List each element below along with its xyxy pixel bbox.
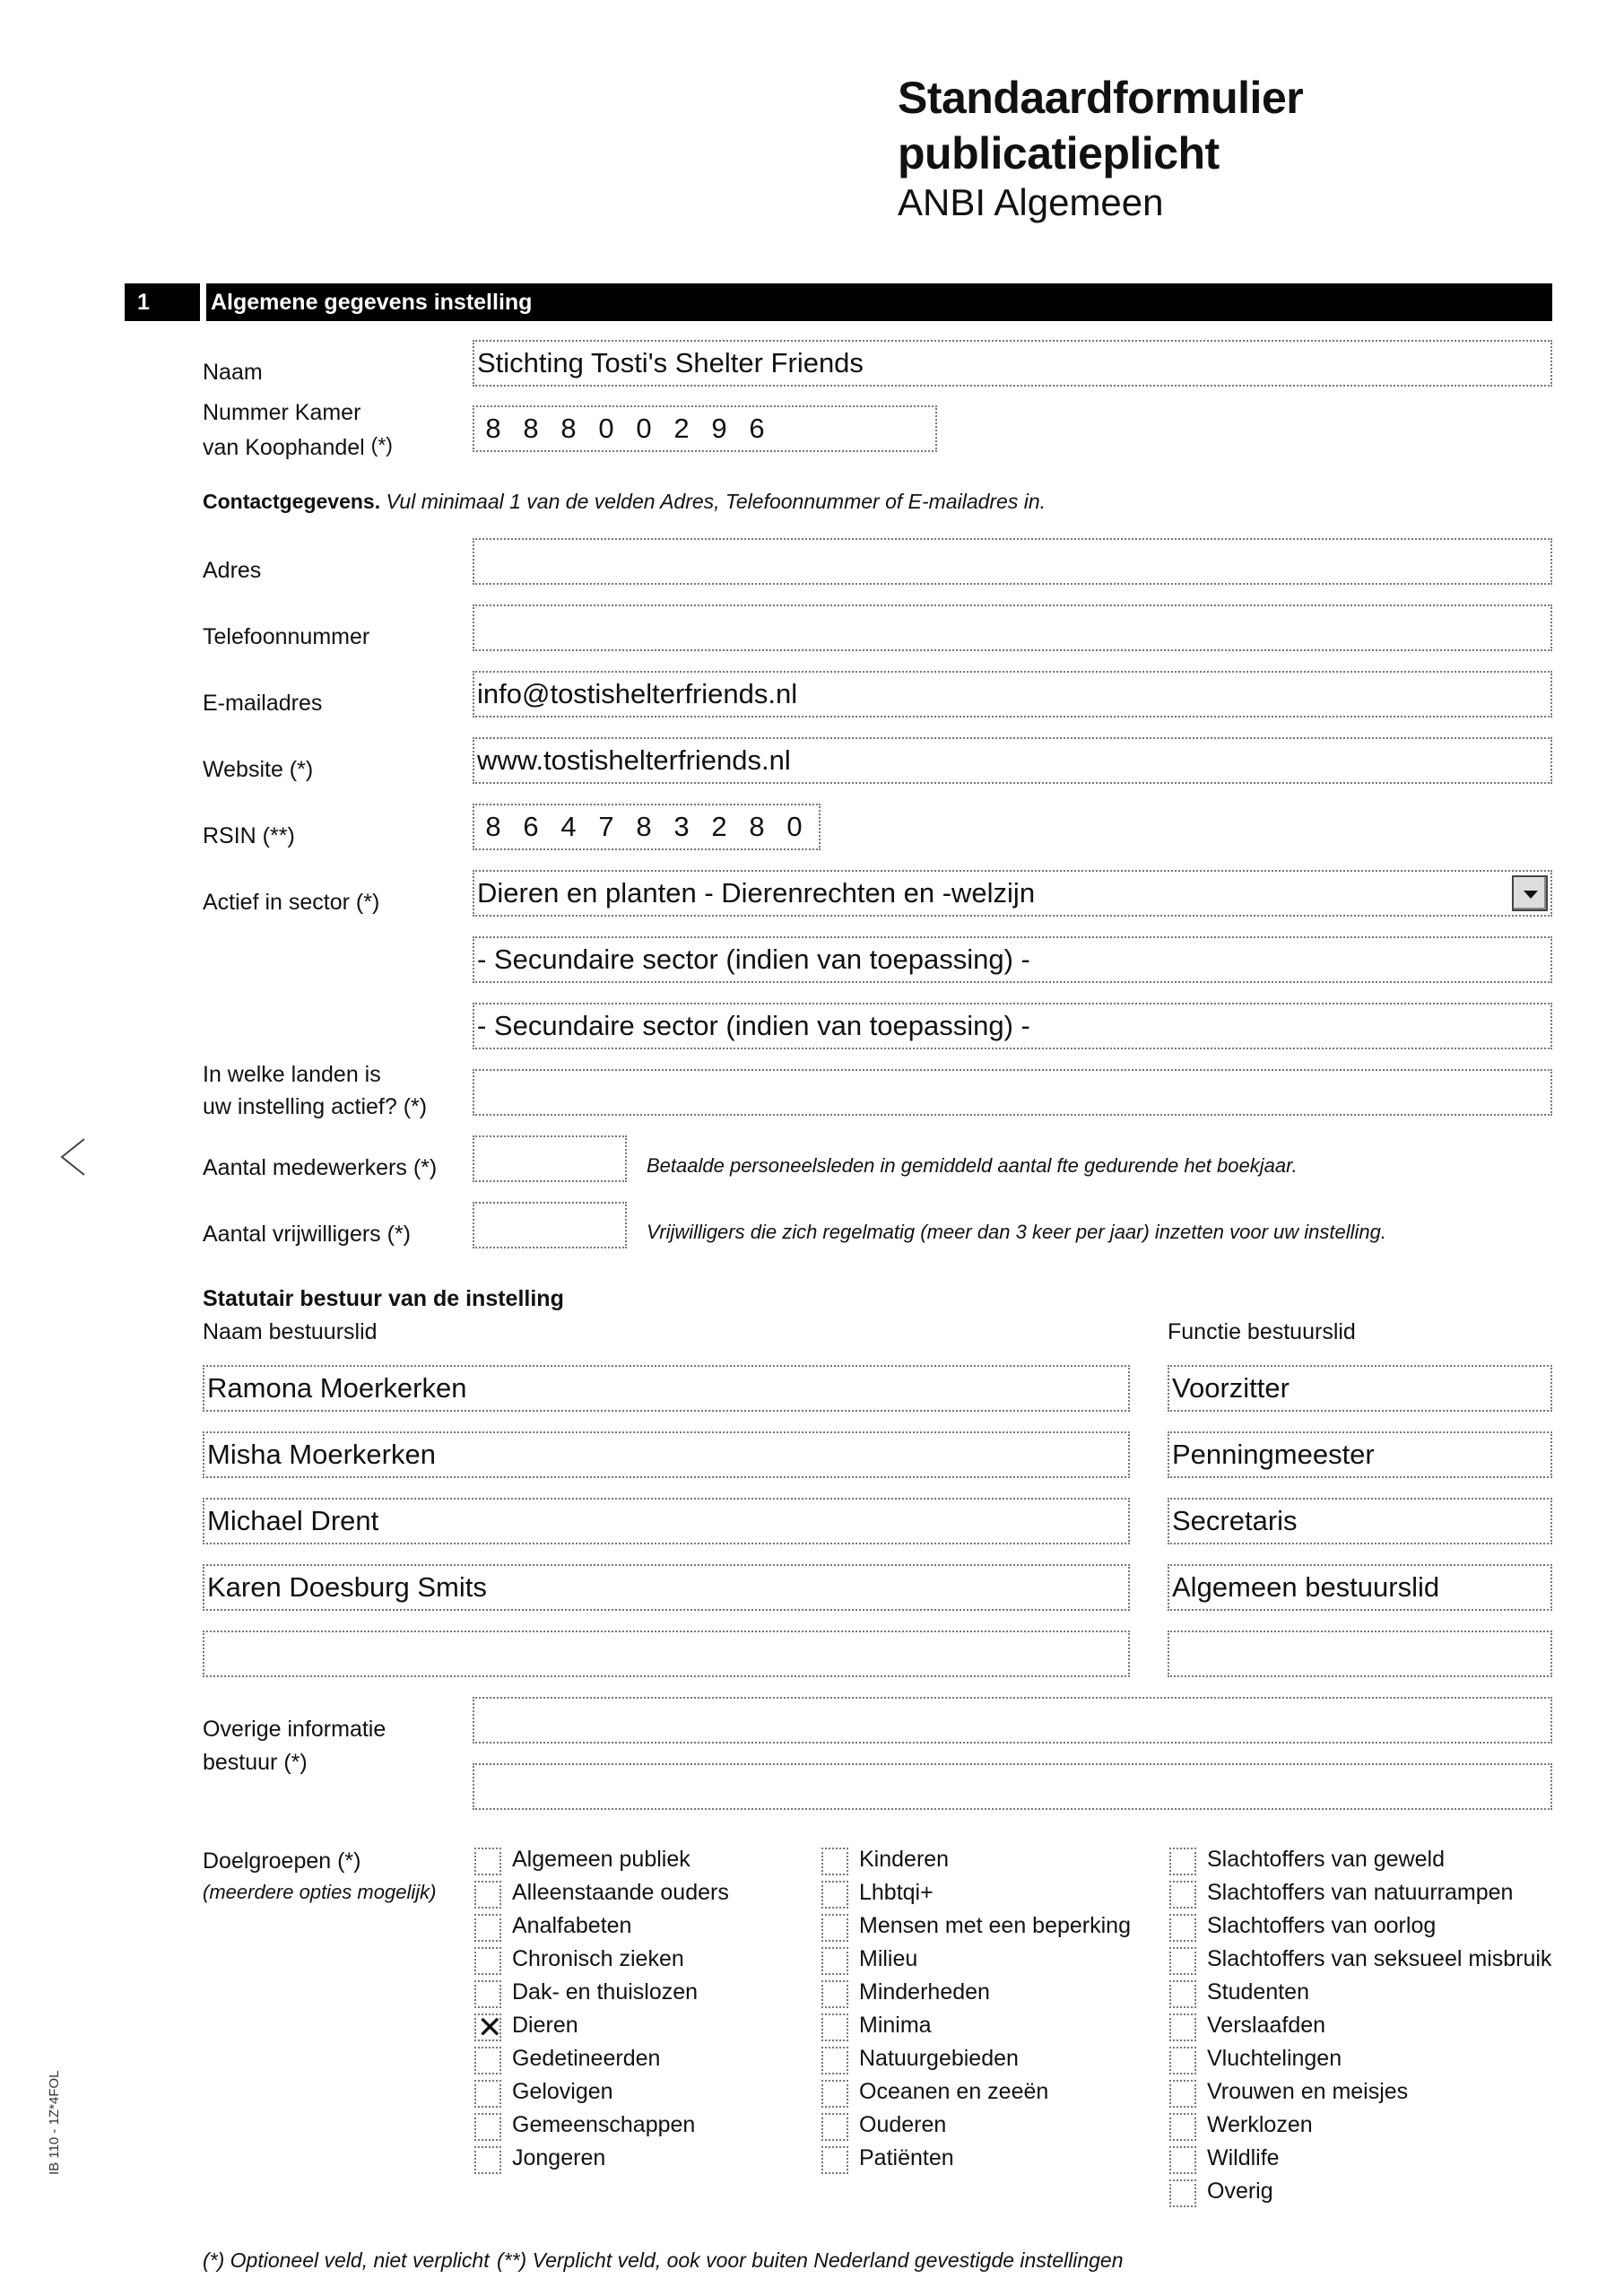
board-member-function-field[interactable]: Penningmeester <box>1168 1431 1552 1478</box>
checkbox[interactable] <box>821 2013 848 2041</box>
website-field[interactable]: www.tostishelterfriends.nl <box>473 737 1552 784</box>
landen-field[interactable] <box>473 1069 1552 1116</box>
checkbox[interactable] <box>474 2080 501 2108</box>
target-group-option-label: Gelovigen <box>512 2079 613 2104</box>
rsin-digit: 2 <box>711 811 727 842</box>
landen-label-line2: uw instelling actief? (*) <box>203 1094 428 1119</box>
target-group-option-label: Wildlife <box>1207 2145 1280 2170</box>
checkbox[interactable] <box>474 1914 501 1942</box>
medewerkers-field[interactable] <box>473 1135 627 1182</box>
target-group-option-label: Gemeenschappen <box>512 2112 696 2137</box>
checkbox[interactable] <box>474 2011 503 2045</box>
naam-field[interactable]: Stichting Tosti's Shelter Friends <box>473 340 1552 387</box>
kvk-digit: 0 <box>636 413 652 444</box>
target-group-option-label: Verslaafden <box>1207 2013 1326 2038</box>
telefoon-label: Telefoonnummer <box>203 624 370 649</box>
checkbox[interactable] <box>1169 1848 1196 1875</box>
footnote-required: (**) Verplicht veld, ook voor buiten Nederland gevestigde instellingen <box>497 2248 1124 2272</box>
target-group-option-label: Minima <box>859 2013 932 2038</box>
kvk-optional-marker: (*) <box>370 433 393 457</box>
checkbox[interactable] <box>1169 2080 1196 2108</box>
checkbox[interactable] <box>474 1980 501 2008</box>
target-group-option-label: Chronisch zieken <box>512 1946 684 1971</box>
other-info-label-line2: bestuur (*) <box>203 1750 308 1775</box>
target-groups-label: Doelgroepen (*) <box>203 1848 361 1874</box>
target-group-option-label: Slachtoffers van natuurrampen <box>1207 1880 1514 1905</box>
other-info-label-line1: Overige informatie <box>203 1717 386 1742</box>
kvk-digit: 8 <box>560 413 577 444</box>
secondary-sector-select-1[interactable]: - Secundaire sector (indien van toepassing) - <box>473 936 1552 983</box>
email-label: E-mailadres <box>203 691 323 716</box>
contact-instruction: Vul minimaal 1 van de velden Adres, Telefoonnummer of E-mailadres in. <box>386 490 1046 513</box>
rsin-digit: 3 <box>673 811 690 842</box>
target-group-option-label: Dieren <box>512 2013 578 2038</box>
target-group-option-label: Werklozen <box>1207 2112 1313 2137</box>
kvk-label-line2: van Koophandel <box>203 435 365 460</box>
rsin-field[interactable] <box>473 804 821 850</box>
kvk-label <box>203 429 393 465</box>
kvk-digit: 2 <box>673 413 690 444</box>
target-groups-hint: (meerdere opties mogelijk) <box>203 1881 437 1903</box>
rsin-digit: 7 <box>598 811 614 842</box>
rsin-label: RSIN (**) <box>203 823 295 848</box>
other-info-field-2[interactable] <box>473 1763 1552 1810</box>
website-label: Website (*) <box>203 757 314 782</box>
target-group-option-label: Algemeen publiek <box>512 1847 690 1872</box>
kvk-digit: 9 <box>711 413 727 444</box>
kvk-digit: 6 <box>749 413 765 444</box>
board-member-function-field[interactable]: Algemeen bestuurslid <box>1168 1564 1552 1611</box>
checkbox[interactable] <box>821 2113 848 2141</box>
kvk-digit: 8 <box>523 413 539 444</box>
email-field[interactable]: info@tostishelterfriends.nl <box>473 671 1552 718</box>
section-number: 1 <box>137 290 150 315</box>
checkbox[interactable] <box>821 1881 848 1909</box>
checkbox[interactable] <box>1169 2179 1196 2207</box>
telefoon-field[interactable] <box>473 604 1552 651</box>
target-group-option-label: Natuurgebieden <box>859 2046 1019 2071</box>
form-subtitle: ANBI Algemeen <box>898 181 1164 223</box>
medewerkers-label: Aantal medewerkers (*) <box>203 1155 438 1180</box>
contact-heading-title: Contactgegevens. <box>203 490 381 513</box>
board-member-function-field[interactable]: Voorzitter <box>1168 1365 1552 1412</box>
checkbox[interactable] <box>1169 1980 1196 2008</box>
target-group-option-label: Analfabeten <box>512 1913 632 1938</box>
target-group-option-label: Mensen met een beperking <box>859 1913 1131 1938</box>
vrijwilligers-label: Aantal vrijwilligers (*) <box>203 1222 411 1247</box>
checkbox[interactable] <box>474 2047 501 2074</box>
target-group-option-label: Milieu <box>859 1946 918 1971</box>
form-title <box>898 70 1303 181</box>
kvk-number-field[interactable] <box>473 405 937 452</box>
board-member-name-field[interactable]: Misha Moerkerken <box>203 1431 1130 1478</box>
checkbox[interactable] <box>474 1848 501 1875</box>
checkbox[interactable] <box>1169 1947 1196 1975</box>
board-member-function-field[interactable]: Secretaris <box>1168 1498 1552 1544</box>
target-group-option-label: Slachtoffers van geweld <box>1207 1847 1445 1872</box>
target-group-option-label: Slachtoffers van seksueel misbruik <box>1207 1946 1552 1971</box>
rsin-digit: 6 <box>523 811 539 842</box>
naam-label: Naam <box>203 360 263 385</box>
secondary-sector-select-2[interactable]: - Secundaire sector (indien van toepassing) - <box>473 1003 1552 1049</box>
target-group-option-label: Alleenstaande ouders <box>512 1880 729 1905</box>
target-group-option-label: Studenten <box>1207 1979 1309 2005</box>
rsin-digit: 4 <box>560 811 577 842</box>
section-header <box>125 283 1552 321</box>
board-heading: Statutair bestuur van de instelling <box>203 1286 564 1311</box>
landen-label-line1: In welke landen is <box>203 1062 381 1087</box>
section-divider <box>200 283 206 321</box>
checkbox[interactable] <box>821 1947 848 1975</box>
target-group-option-label: Jongeren <box>512 2145 606 2170</box>
rsin-digit: 0 <box>786 811 803 842</box>
vrijwilligers-field[interactable] <box>473 1202 627 1248</box>
chevron-down-icon[interactable] <box>1512 875 1548 911</box>
board-member-name-field[interactable]: Michael Drent <box>203 1498 1130 1544</box>
kvk-label-line1: Nummer Kamer <box>203 400 361 425</box>
chevron-left-icon[interactable] <box>59 1137 86 1177</box>
form-title-line1: Standaardformulier <box>898 73 1304 123</box>
target-group-option-label: Ouderen <box>859 2112 947 2137</box>
sector-label: Actief in sector (*) <box>203 890 380 915</box>
sector-select[interactable] <box>473 870 1552 917</box>
rsin-digit: 8 <box>749 811 765 842</box>
board-member-name-field[interactable]: Karen Doesburg Smits <box>203 1564 1130 1611</box>
board-member-name-field[interactable]: Ramona Moerkerken <box>203 1365 1130 1412</box>
board-member-name-field[interactable] <box>203 1631 1130 1677</box>
other-info-field-1[interactable] <box>473 1697 1552 1744</box>
target-group-option-label: Gedetineerden <box>512 2046 661 2071</box>
checkbox[interactable] <box>1169 2113 1196 2141</box>
checkbox[interactable] <box>1169 2047 1196 2074</box>
target-group-option-label: Dak- en thuislozen <box>512 1979 699 2005</box>
checkbox[interactable] <box>474 1881 501 1909</box>
checkbox[interactable] <box>821 2146 848 2174</box>
target-group-option-label: Overig <box>1207 2179 1273 2204</box>
checkbox[interactable] <box>1169 2013 1196 2041</box>
medewerkers-note: Betaalde personeelsleden in gemiddeld aantal fte gedurende het boekjaar. <box>647 1154 1298 1177</box>
adres-label: Adres <box>203 558 262 583</box>
target-group-option-label: Minderheden <box>859 1979 990 2005</box>
section-title: Algemene gegevens instelling <box>211 290 533 315</box>
checkbox[interactable] <box>1169 1881 1196 1909</box>
board-name-header: Naam bestuurslid <box>203 1319 378 1344</box>
target-group-option-label: Slachtoffers van oorlog <box>1207 1913 1437 1938</box>
adres-field[interactable] <box>473 538 1552 585</box>
checkbox[interactable] <box>821 1980 848 2008</box>
contact-heading <box>203 490 1046 514</box>
target-group-option-label: Kinderen <box>859 1847 950 1872</box>
vrijwilligers-note: Vrijwilligers die zich regelmatig (meer dan 3 keer per jaar) inzetten voor uw instelling. <box>647 1221 1386 1243</box>
form-code: IB 110 - 1Z*4FOL <box>47 2070 62 2175</box>
checkbox[interactable] <box>821 1848 848 1875</box>
footnote-optional: (*) Optioneel veld, niet verplicht <box>203 2248 490 2272</box>
target-group-option-label: Patiënten <box>859 2145 954 2170</box>
kvk-digit: 8 <box>485 413 501 444</box>
target-group-option-label: Vluchtelingen <box>1207 2046 1342 2071</box>
checkbox[interactable] <box>1169 2146 1196 2174</box>
checkbox[interactable] <box>474 2146 501 2174</box>
checkbox[interactable] <box>821 1914 848 1942</box>
kvk-digit: 0 <box>598 413 614 444</box>
rsin-digit: 8 <box>636 811 652 842</box>
board-member-function-field[interactable] <box>1168 1631 1552 1677</box>
target-group-option-label: Lhbtqi+ <box>859 1880 934 1905</box>
board-function-header: Functie bestuurslid <box>1168 1319 1356 1344</box>
target-group-option-label: Vrouwen en meisjes <box>1207 2079 1409 2104</box>
check-mark-icon: ✕ <box>477 2011 503 2045</box>
checkbox[interactable] <box>821 2080 848 2108</box>
checkbox[interactable] <box>474 1947 501 1975</box>
checkbox[interactable] <box>474 2113 501 2141</box>
rsin-digit: 8 <box>485 811 501 842</box>
checkbox[interactable] <box>821 2047 848 2074</box>
checkbox[interactable] <box>1169 1914 1196 1942</box>
sector-select-value: Dieren en planten - Dierenrechten en -welzijn <box>477 877 1036 909</box>
target-group-option-label: Oceanen en zeeën <box>859 2079 1049 2104</box>
form-title-line2: publicatieplicht <box>898 128 1220 178</box>
